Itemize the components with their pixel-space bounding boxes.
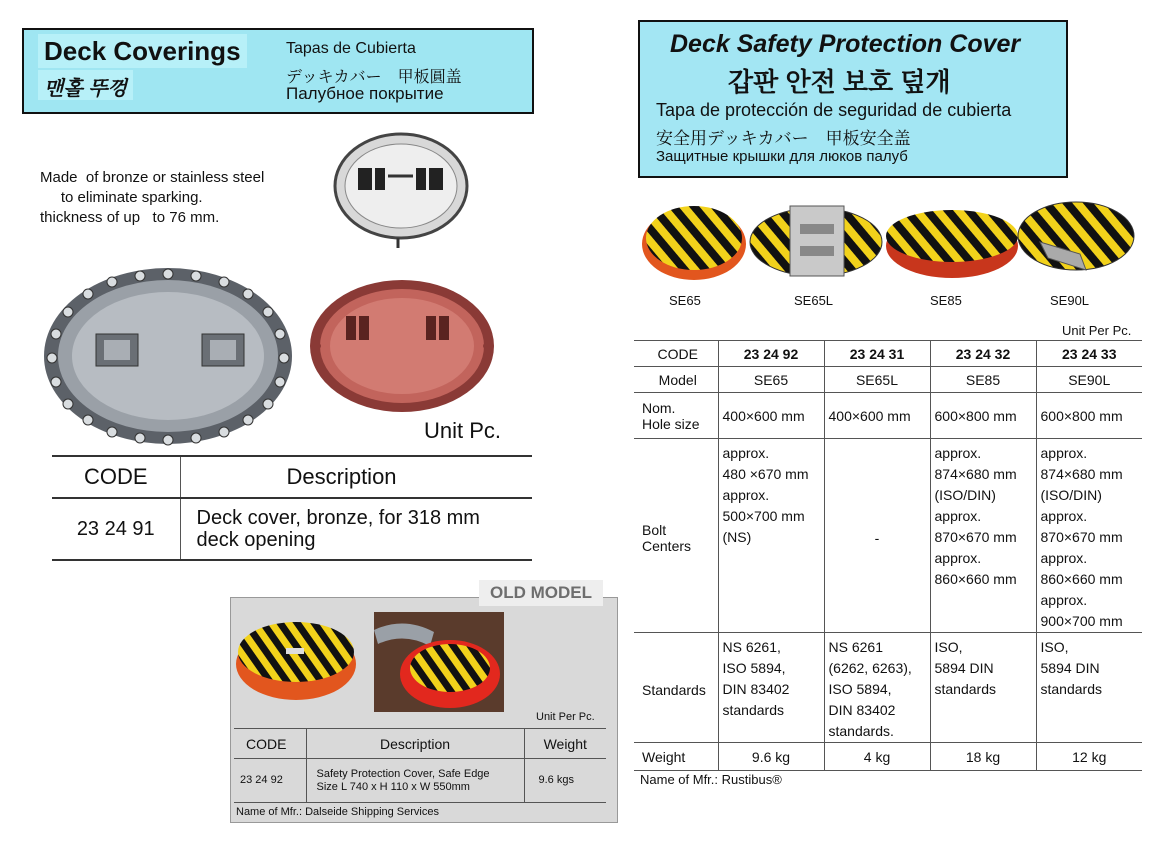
table-header-row bbox=[52, 456, 532, 498]
weight-cell: 4 kg bbox=[824, 743, 930, 771]
model-cell: SE65L bbox=[824, 367, 930, 393]
bolt-centers-cell bbox=[1036, 439, 1142, 633]
code-cell: 23 24 92 bbox=[718, 341, 824, 367]
bolt-line: 860×660 mm bbox=[1040, 571, 1123, 587]
deck-coverings-title-japanese: デッキカバー 甲板圓盖 bbox=[286, 69, 462, 86]
col-description-header: Description bbox=[180, 456, 532, 498]
weight-cell: 9.6 kg bbox=[718, 743, 824, 771]
se65-image bbox=[642, 206, 746, 280]
bolt-line: approx. bbox=[934, 445, 982, 461]
se90l-image bbox=[1018, 202, 1134, 270]
product-name-se85: SE85 bbox=[930, 293, 962, 308]
product-name-se90l: SE90L bbox=[1050, 293, 1090, 308]
code-cell: 23 24 31 bbox=[824, 341, 930, 367]
standard-line: ISO 5894, bbox=[828, 681, 892, 697]
label-line: Bolt bbox=[642, 521, 667, 538]
table-row bbox=[234, 759, 606, 803]
bolt-line: - bbox=[874, 529, 880, 546]
bolt-line: approx. bbox=[1040, 445, 1088, 461]
hole-size-row bbox=[634, 393, 1142, 439]
hole-size-cell: 400×600 mm bbox=[824, 393, 930, 439]
bolt-centers-row bbox=[634, 439, 1142, 633]
table-row bbox=[52, 498, 532, 560]
standard-line: ISO, bbox=[1040, 639, 1069, 655]
standard-line: ISO, bbox=[934, 639, 963, 655]
bolt-line: (NS) bbox=[722, 529, 752, 545]
standard-line: 5894 DIN bbox=[934, 660, 994, 676]
bolt-centers-cell bbox=[718, 439, 824, 633]
old-manufacturer: Name of Mfr.: Dalseide Shipping Services bbox=[236, 806, 439, 818]
deck-coverings-header bbox=[22, 28, 534, 114]
se65l-image bbox=[750, 206, 882, 276]
col-code-header: CODE bbox=[234, 729, 306, 759]
cell-description bbox=[180, 498, 532, 560]
description-line: thickness of up to 76 mm. bbox=[40, 209, 220, 226]
cell-code: 23 24 92 bbox=[234, 759, 306, 803]
bolt-line: 870×670 mm bbox=[934, 529, 1017, 545]
model-label: Model bbox=[634, 367, 718, 393]
standard-line: (6262, 6263), bbox=[828, 660, 912, 676]
product-name-se65l: SE65L bbox=[794, 293, 834, 308]
label-line: Centers bbox=[642, 537, 692, 554]
standards-cell bbox=[824, 633, 930, 743]
bolt-centers-cell bbox=[824, 439, 930, 633]
standard-line: 5894 DIN bbox=[1040, 660, 1100, 676]
bolt-centers-cell bbox=[930, 439, 1036, 633]
old-unit-label: Unit Per Pc. bbox=[536, 711, 595, 723]
bolt-line: approx. bbox=[1040, 592, 1088, 608]
bolt-line: 480 ×670 mm bbox=[722, 466, 809, 482]
deck-coverings-table bbox=[52, 455, 532, 561]
standard-line: DIN 83402 bbox=[828, 702, 896, 718]
hole-size-cell: 600×800 mm bbox=[1036, 393, 1142, 439]
table-header-row bbox=[234, 729, 606, 759]
cell-weight: 9.6 kgs bbox=[524, 759, 606, 803]
bolt-line: 900×700 mm bbox=[1040, 613, 1123, 629]
hole-size-cell: 400×600 mm bbox=[718, 393, 824, 439]
deck-safety-cover-header bbox=[638, 20, 1068, 178]
standard-line: standards bbox=[722, 702, 784, 718]
deck-safety-cover-title-russian: Защитные крышки для люков палуб bbox=[656, 148, 908, 165]
col-code-header: CODE bbox=[52, 456, 180, 498]
deck-safety-cover-title-spanish: Tapa de protección de seguridad de cubierta bbox=[656, 100, 1012, 120]
deck-safety-cover-title-japanese: 安全用デッキカバー 甲板安全盖 bbox=[656, 129, 911, 148]
manufacturer-label: Name of Mfr.: Rustibus® bbox=[640, 772, 782, 787]
standard-line: standards. bbox=[828, 723, 894, 739]
old-cover-image bbox=[234, 612, 364, 708]
standards-row bbox=[634, 633, 1142, 743]
description-line: to eliminate sparking. bbox=[40, 189, 203, 206]
standard-line: standards bbox=[1040, 681, 1102, 697]
old-model-table bbox=[234, 728, 606, 803]
description-line: Safety Protection Cover, Safe Edge bbox=[316, 767, 490, 780]
bolt-line: 874×680 mm bbox=[934, 466, 1017, 482]
deck-coverings-title-korean: 맨홀 뚜껑 bbox=[38, 70, 133, 100]
description-line: Made of bronze or stainless steel bbox=[40, 169, 265, 186]
description-line: deck opening bbox=[196, 529, 316, 551]
standards-label: Standards bbox=[634, 633, 718, 743]
model-cell: SE65 bbox=[718, 367, 824, 393]
deck-safety-cover-title: Deck Safety Protection Cover bbox=[670, 30, 1021, 58]
hole-size-cell: 600×800 mm bbox=[930, 393, 1036, 439]
se85-image bbox=[886, 210, 1018, 278]
weight-row bbox=[634, 743, 1142, 771]
standard-line: NS 6261, bbox=[722, 639, 781, 655]
standards-cell bbox=[930, 633, 1036, 743]
description-line: Size L 740 x H 110 x W 550mm bbox=[316, 780, 470, 793]
product-images bbox=[640, 198, 1140, 288]
bolt-line: (ISO/DIN) bbox=[934, 487, 996, 503]
standard-line: standards bbox=[934, 681, 996, 697]
bolt-line: approx. bbox=[934, 508, 982, 524]
stainless-hatch-image bbox=[328, 128, 478, 250]
grey-deck-cover-image bbox=[40, 264, 296, 450]
col-description-header: Description bbox=[306, 729, 524, 759]
label-line: Nom. bbox=[642, 399, 676, 416]
deck-coverings-title-russian: Палубное покрытие bbox=[286, 84, 444, 103]
bolt-line: (ISO/DIN) bbox=[1040, 487, 1102, 503]
bolt-line: 874×680 mm bbox=[1040, 466, 1123, 482]
bolt-line: approx. bbox=[1040, 550, 1088, 566]
bolt-line: approx. bbox=[934, 550, 982, 566]
label-line: Hole size bbox=[642, 415, 700, 432]
standard-line: DIN 83402 bbox=[722, 681, 790, 697]
bolt-centers-label bbox=[634, 439, 718, 633]
code-label: CODE bbox=[634, 341, 718, 367]
deck-safety-cover-table bbox=[634, 340, 1142, 771]
bolt-line: approx. bbox=[722, 487, 770, 503]
bolt-line: 500×700 mm bbox=[722, 508, 805, 524]
weight-label: Weight bbox=[634, 743, 718, 771]
hole-size-label bbox=[634, 393, 718, 439]
unit-label: Unit Pc. bbox=[424, 418, 502, 443]
deck-coverings-description bbox=[40, 168, 264, 228]
weight-cell: 12 kg bbox=[1036, 743, 1142, 771]
product-name-se65: SE65 bbox=[669, 293, 701, 308]
bolt-line: 870×670 mm bbox=[1040, 529, 1123, 545]
standard-line: NS 6261 bbox=[828, 639, 883, 655]
col-weight-header: Weight bbox=[524, 729, 606, 759]
standard-line: ISO 5894, bbox=[722, 660, 786, 676]
code-cell: 23 24 33 bbox=[1036, 341, 1142, 367]
cell-code: 23 24 91 bbox=[52, 498, 180, 560]
bolt-line: 860×660 mm bbox=[934, 571, 1017, 587]
cell-description bbox=[306, 759, 524, 803]
model-row bbox=[634, 367, 1142, 393]
weight-cell: 18 kg bbox=[930, 743, 1036, 771]
description-line: Deck cover, bronze, for 318 mm bbox=[196, 507, 480, 529]
standards-cell bbox=[1036, 633, 1142, 743]
model-cell: SE85 bbox=[930, 367, 1036, 393]
deck-safety-cover-title-korean: 갑판 안전 보호 덮개 bbox=[728, 67, 951, 97]
old-model-label: OLD MODEL bbox=[479, 580, 603, 606]
unit-per-piece-label: Unit Per Pc. bbox=[1062, 323, 1132, 338]
bolt-line: approx. bbox=[722, 445, 770, 461]
deck-coverings-title-spanish: Tapas de Cubierta bbox=[286, 40, 416, 57]
old-cover-installed-image bbox=[374, 612, 504, 712]
model-cell: SE90L bbox=[1036, 367, 1142, 393]
code-cell: 23 24 32 bbox=[930, 341, 1036, 367]
bolt-line: approx. bbox=[1040, 508, 1088, 524]
deck-coverings-title: Deck Coverings bbox=[38, 34, 247, 68]
bronze-deck-cover-image bbox=[306, 276, 498, 416]
standards-cell bbox=[718, 633, 824, 743]
code-row bbox=[634, 341, 1142, 367]
